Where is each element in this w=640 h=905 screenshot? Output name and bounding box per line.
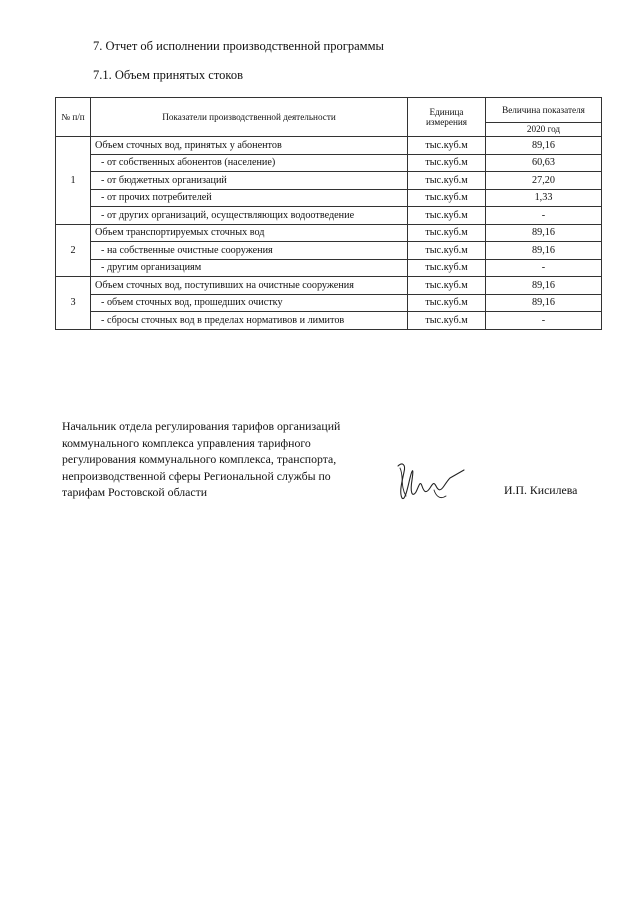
report-table-body [56, 137, 602, 330]
position-line: регулирования коммунального комплекса, транспорта, [62, 452, 337, 466]
signer-name: И.П. Кисилева [504, 483, 578, 497]
row-indicator: - на собственные очистные сооружения [91, 242, 408, 260]
row-unit: тыс.куб.м [408, 224, 486, 242]
table-row [56, 294, 602, 312]
header-year: 2020 год [486, 123, 602, 137]
row-indicator: Объем сточных вод, принятых у абонентов [91, 137, 408, 155]
header-value: Величина показателя [486, 98, 602, 123]
report-table [55, 97, 602, 330]
row-value: - [486, 259, 602, 277]
row-unit: тыс.куб.м [408, 277, 486, 295]
table-row [56, 189, 602, 207]
row-value: - [486, 312, 602, 330]
row-unit: тыс.куб.м [408, 259, 486, 277]
subsection-title: 7.1. Объем принятых стоков [93, 68, 243, 82]
table-row [56, 137, 602, 155]
row-value: 60,63 [486, 154, 602, 172]
row-value: 89,16 [486, 242, 602, 260]
position-line: тарифам Ростовской области [62, 485, 208, 499]
row-indicator: - сбросы сточных вод в пределах нормативов и лимитов [91, 312, 408, 330]
position-line: непроизводственной сферы Региональной службы по [62, 468, 331, 483]
table-row [56, 277, 602, 295]
row-indicator: - от собственных абонентов (население) [91, 154, 408, 172]
table-row [56, 207, 602, 225]
row-indicator: - от прочих потребителей [91, 189, 408, 207]
row-value: 27,20 [486, 172, 602, 190]
row-unit: тыс.куб.м [408, 207, 486, 225]
table-row [56, 242, 602, 260]
header-indicator: Показатели производственной деятельности [91, 98, 408, 137]
row-indicator: Объем сточных вод, поступивших на очистные сооружения [91, 277, 408, 295]
row-unit: тыс.куб.м [408, 189, 486, 207]
row-value: 89,16 [486, 294, 602, 312]
row-value: 89,16 [486, 137, 602, 155]
table-row [56, 259, 602, 277]
row-number: 2 [56, 224, 91, 277]
row-indicator: - другим организациям [91, 259, 408, 277]
row-unit: тыс.куб.м [408, 137, 486, 155]
row-indicator: Объем транспортируемых сточных вод [91, 224, 408, 242]
row-unit: тыс.куб.м [408, 154, 486, 172]
row-indicator: - от других организаций, осуществляющих водоотведение [91, 207, 408, 225]
table-row [56, 312, 602, 330]
row-value: - [486, 207, 602, 225]
table-row [56, 154, 602, 172]
row-number: 3 [56, 277, 91, 330]
position-line: Начальник отдела регулирования тарифов организаций [62, 419, 341, 433]
signatory-position [62, 418, 382, 501]
table-row [56, 224, 602, 242]
handwritten-signature [390, 456, 470, 506]
section-title: 7. Отчет об исполнении производственной программы [93, 39, 384, 53]
position-line: коммунального комплекса управления тарифного [62, 435, 311, 450]
row-indicator: - от бюджетных организаций [91, 172, 408, 190]
row-value: 89,16 [486, 224, 602, 242]
row-value: 89,16 [486, 277, 602, 295]
row-number: 1 [56, 137, 91, 225]
header-num: № п/п [56, 98, 91, 137]
row-unit: тыс.куб.м [408, 312, 486, 330]
row-unit: тыс.куб.м [408, 294, 486, 312]
row-unit: тыс.куб.м [408, 242, 486, 260]
row-unit: тыс.куб.м [408, 172, 486, 190]
row-indicator: - объем сточных вод, прошедших очистку [91, 294, 408, 312]
row-value: 1,33 [486, 189, 602, 207]
header-unit: Единица измерения [408, 98, 486, 137]
table-row [56, 172, 602, 190]
